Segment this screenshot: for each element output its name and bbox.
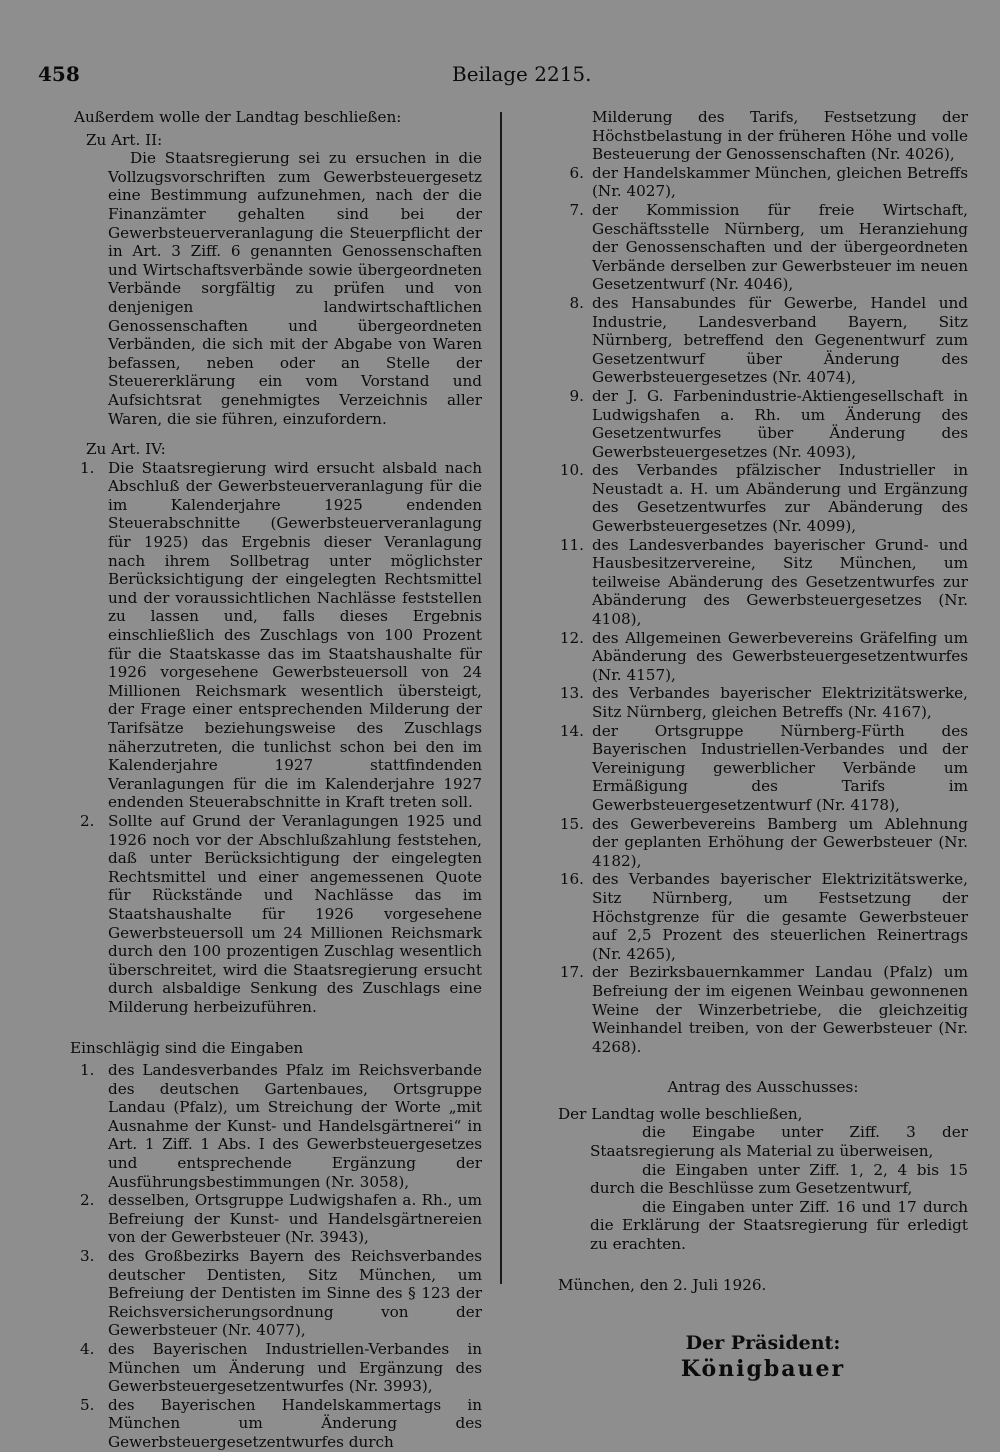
item-text: des Großbezirks Bayern des Reichsverbandes deutscher Dentisten, Sitz München, um Befreiung der Dentisten im Sinne des § 123 der Reichsversicherungsordnung von der Gewerbsteuer (Nr. 4077), (108, 1247, 482, 1340)
item-number: 7. (569, 200, 584, 219)
item-number: 14. (559, 721, 584, 740)
list-item (74, 1247, 482, 1340)
item-text: der Kommission für freie Wirtschaft, Geschäftsstelle Nürnberg, um Heranziehung der Genossenschaften und der übergeordneten Verbände derselben zur Gewerbsteuer im neuen Gesetzentwurf (Nr. 4046), (592, 200, 968, 294)
list-item (74, 1191, 482, 1247)
list-item (558, 294, 968, 387)
item-number: 15. (559, 814, 584, 833)
item-number: 16. (559, 870, 584, 889)
item-number: 4. (80, 1340, 95, 1358)
list-item (558, 963, 968, 1056)
item-number: 13. (559, 684, 584, 703)
eingaben-list-left (74, 1061, 482, 1451)
item-text: des Bayerischen Industriellen-Verbandes in München um Änderung und Ergänzung des Gewerbsteuergesetzentwurfes (Nr. 3993), (108, 1340, 482, 1396)
item-text: des Gewerbevereins Bamberg um Ablehnung der geplanten Erhöhung der Gewerbsteuer (Nr. 4182), (592, 814, 968, 870)
item-text: der J. G. Farbenindustrie-Aktiengesellschaft in Ludwigshafen a. Rh. um Änderung des Gesetzentwurfes über Änderung des Gewerbsteuergesetzes (Nr. 4093), (592, 386, 968, 461)
eingaben-heading: Einschlägig sind die Eingaben (70, 1038, 304, 1057)
item-number: 5. (80, 1395, 95, 1414)
item-number: 11. (559, 535, 584, 554)
item-number: 3. (80, 1247, 95, 1266)
page-number: 458 (38, 62, 80, 86)
date-line: München, den 2. Juli 1926. (558, 1275, 767, 1294)
item-number: 9. (569, 386, 584, 405)
item-text: der Bezirksbauernkammer Landau (Pfalz) um Befreiung der im eigenen Weinbau gewonnenen Weine der Winzerbetriebe, die gleichzeitig Weinhandel treiben, von der Gewerbsteuer (Nr. 4268). (592, 963, 968, 1056)
item-text: desselben, Ortsgruppe Ludwigshafen a. Rh., um Befreiung der Kunst- und Handelsgärtnereien von der Gewerbsteuer (Nr. 3943), (108, 1191, 482, 1247)
continuation-text: Milderung des Tarifs, Festsetzung der Höchstbelastung in der früheren Höhe und volle Besteuerung der Genossenschaften (Nr. 4026), (592, 108, 968, 164)
signature-title: Der Präsident: (685, 1332, 841, 1355)
item-text: des Verbandes bayerischer Elektrizitätswerke, Sitz Nürnberg, um Festsetzung der Höchstgrenze für die gesamte Gewerbsteuer auf 2,5 Prozent des steuerlichen Reinertrags (Nr. 4265), (592, 870, 968, 963)
list-item (558, 870, 968, 963)
list-item (558, 461, 968, 535)
item-text: des Hansabundes für Gewerbe, Handel und Industrie, Landesverband Bayern, Sitz Nürnberg, betreffend den Gegenentwurf zum Gesetzentwurf über Änderung des Gewerbsteuergesetzes (Nr. 4074), (592, 293, 968, 387)
list-item (74, 1061, 482, 1191)
item-text: Die Staatsregierung wird ersucht alsbald nach Abschluß der Gewerbsteuerveranlagung für die im Kalenderjahre 1925 endenden Steuerabschnitte (Gewerbsteuerveranlagung für 1925) das Ergebnis dieser Veranlagung nach ihrem Sollbetrag unter möglichster Berücksichtigung der eingelegten Rechtsmittel und der voraussichtlichen Nachlässe feststellen zu lassen und, falls dieses Ergebnis einschließlich des Zuschlags von 100 Prozent für die Staatskasse das im Staatshaushalte für 1926 vorgesehene Gewerbsteuersoll von 24 Millionen Reichsmark wesentlich übersteigt, der Frage einer entsprechenden Milderung der Tarifsätze beziehungsweise des Zuschlags näherzutreten, die tunlichst schon bei den im Kalenderjahre 1927 stattfindenden Veranlagungen für die im Kalenderjahre 1927 endenden Steuerabschnitte in Kraft treten soll. (108, 458, 482, 812)
signature-block (558, 1330, 968, 1382)
list-item (558, 684, 968, 721)
item-text: der Ortsgruppe Nürnberg-Fürth des Bayerischen Industriellen-Verbandes und der Vereinigung gewerblicher Verbände um Ermäßigung des Tarifs im Gewerbsteuergesetzentwurf (Nr. 4178), (592, 721, 968, 814)
item-number: 1. (80, 458, 95, 477)
antrag-intro: Der Landtag wolle beschließen, (558, 1104, 803, 1123)
item-text: Sollte auf Grund der Veranlagungen 1925 und 1926 noch vor der Abschlußzahlung feststehen, daß unter Berücksichtigung der eingelegten Rechtsmittel und einer angemessenen Quote für Rückstände und Nachlässe das im Staatshaushalte für 1926 vorgesehene Gewerbsteuersoll um 24 Millionen Reichsmark durch den 100 prozentigen Zuschlag wesentlich überschreitet, wird die Staatsregierung ersucht durch alsbaldige Senkung des Zuschlags eine Milderung herbeizuführen. (108, 811, 482, 1016)
item-text: des Bayerischen Handelskammertags in München um Änderung des Gewerbsteuergesetzentwurfes durch (108, 1395, 482, 1451)
art4-list (74, 459, 482, 1017)
list-item (74, 812, 482, 1017)
antrag-paragraph: die Eingaben unter Ziff. 1, 2, 4 bis 15 durch die Beschlüsse zum Gesetzentwurf, (590, 1160, 968, 1198)
antrag-paragraph: die Eingabe unter Ziff. 3 der Staatsregierung als Material zu überweisen, (590, 1123, 968, 1161)
list-item (74, 1340, 482, 1396)
art2-heading: Zu Art. II: (86, 130, 163, 149)
art2-text: Die Staatsregierung sei zu ersuchen in die Vollzugsvorschriften zum Gewerbsteuergesetz eine Bestimmung aufzunehmen, nach der die Finanzämter gehalten sind bei der Gewerbsteuerveranlagung die Steuerpflicht der in Art. 3 Ziff. 6 genannten Genossenschaften und Wirtschaftsverbände sowie übergeordneten Verbände sorgfältig zu prüfen und von denjenigen landwirtschaftlichen Genossenschaften und übergeordneten Verbänden, die sich mit der Abgabe von Waren befassen, neben oder an Stelle der Steuererklärung ein vom Vorstand und Aufsichtsrat genehmigtes Verzeichnis aller Waren, die sie führen, einzufordern. (108, 149, 482, 428)
item-text: des Landesverbandes Pfalz im Reichsverbande des deutschen Gartenbaues, Ortsgruppe Landau (Pfalz), um Streichung der Worte „mit Ausnahme der Kunst- und Handelsgärtnerei“ in Art. 1 Ziff. 1 Abs. I des Gewerbsteuergesetzes und entsprechende Ergänzung der Ausführungsbestimmungen (Nr. 3058), (108, 1061, 482, 1191)
antrag-paragraph: die Eingaben unter Ziff. 16 und 17 durch die Erklärung der Staatsregierung für erledigt zu erachten. (590, 1197, 968, 1254)
item-number: 12. (559, 628, 584, 647)
list-item (558, 536, 968, 629)
column-divider (500, 112, 502, 1284)
art4-heading: Zu Art. IV: (86, 440, 166, 459)
item-text: des Landesverbandes bayerischer Grund- und Hausbesitzervereine, Sitz München, um teilweise Abänderung des Gesetzentwurfes zur Abänderung des Gewerbsteuergesetzes (Nr. 4108), (592, 535, 968, 629)
antrag-heading: Antrag des Ausschusses: (667, 1078, 859, 1097)
item-number: 10. (559, 461, 584, 480)
antrag-block (558, 1105, 968, 1254)
list-item (558, 164, 968, 201)
signature-name: Königbauer (680, 1356, 846, 1383)
list-item (74, 459, 482, 812)
left-column (70, 108, 482, 1452)
right-column (558, 108, 968, 1382)
item-number: 2. (80, 1191, 95, 1210)
item-number: 2. (80, 811, 95, 830)
item-text: des Verbandes bayerischer Elektrizitätswerke, Sitz Nürnberg, gleichen Betreffs (Nr. 4167), (592, 684, 968, 721)
intro-text: Außerdem wolle der Landtag beschließen: (74, 108, 402, 126)
list-item (558, 201, 968, 294)
item-number: 1. (80, 1061, 95, 1080)
list-item (558, 629, 968, 685)
item-number: 17. (559, 963, 584, 982)
list-item (558, 815, 968, 871)
list-item (558, 722, 968, 815)
list-item (74, 1396, 482, 1452)
item-number: 6. (569, 163, 584, 182)
item-text: des Verbandes pfälzischer Industrieller in Neustadt a. H. um Abänderung und Ergänzung des Gesetzentwurfes zur Abänderung des Gewerbsteuergesetzes (Nr. 4099), (592, 461, 968, 536)
page-title: Beilage 2215. (452, 62, 592, 86)
list-item (558, 387, 968, 461)
item-text: des Allgemeinen Gewerbevereins Gräfelfing um Abänderung des Gewerbsteuergesetzentwurfes (Nr. 4157), (592, 628, 968, 684)
eingaben-list-right (558, 164, 968, 1057)
item-number: 8. (569, 293, 584, 312)
item-text: der Handelskammer München, gleichen Betreffs (Nr. 4027), (592, 163, 968, 201)
